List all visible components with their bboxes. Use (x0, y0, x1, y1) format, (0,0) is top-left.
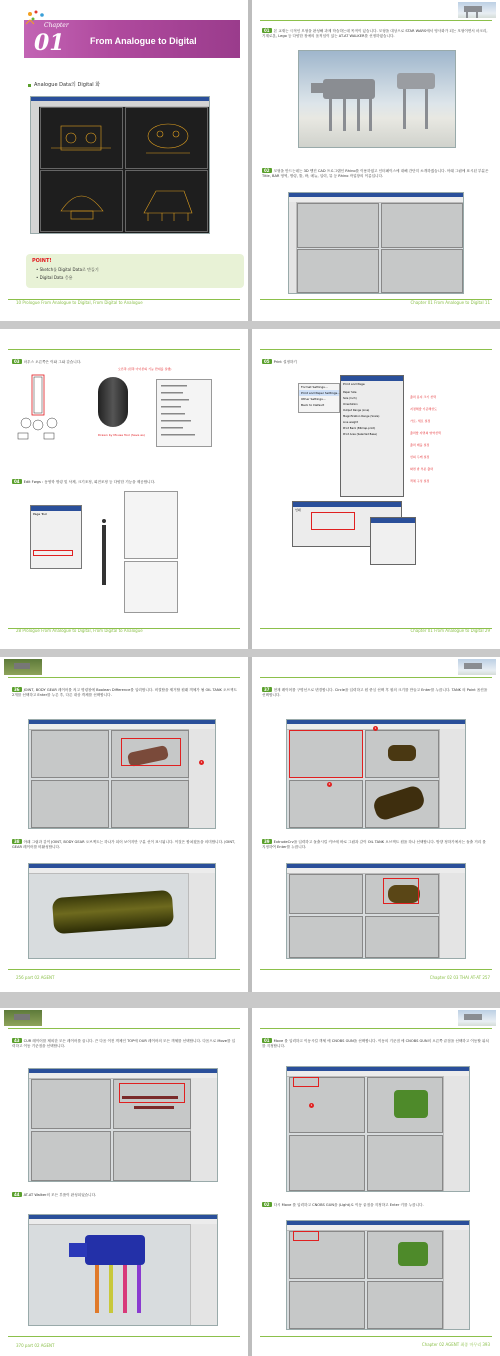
step-43: 43 CUR 레이어를 제외한 모든 레이어를 끕니다. 끈 다음 이전 객체인 TOP에 OUR 레이어의 모든 객체를 선택합니다. 다음으로 Move를 입력하고 이동 기준점을 선택합니다. (12, 1038, 236, 1048)
chapter-number: 01 (34, 30, 65, 56)
page-393 (252, 1008, 500, 1356)
footer-rule (260, 1336, 492, 1337)
spread-1 (0, 0, 500, 321)
chapter-label: Chapter (44, 22, 69, 29)
print-menu: Format Settings... Print and Paper Settings... Other Settings... Back to Default (298, 383, 340, 413)
step-03: 03 마우스 오른쪽은 이와 그와 같습니다. (14, 359, 82, 364)
print-callouts: 출력 용지 크기 선택 지정해줄 기준해상도 가로, 세로 설정 출력할 자면의 영역선택 출력 배율 설정 선의 두께 설정 화면 밖 부분 출력 객체 구성 설정 (410, 395, 441, 483)
page-10 (0, 0, 248, 321)
gear-model-strip (94, 515, 114, 591)
extrude-screenshot (286, 863, 466, 959)
page-tool-title: Page Tool (33, 512, 48, 516)
step-37: 37 현재 레이어를 구명선으로 변경합니다. Circle을 입력하고 원 중심 선택 후 원의 크기를 만들고 Enter를 누릅니다. TANK 의 Point 옵션을 선택합니다. (262, 687, 488, 697)
footer: Chapter 02 AGENT 최종 마무리 393 (421, 1342, 490, 1347)
point-box (26, 254, 244, 288)
header-rule (260, 349, 492, 350)
cnobs-gun-screenshot: 1 (286, 1066, 470, 1192)
move-screenshot (28, 1068, 218, 1182)
model-sketch (14, 373, 74, 443)
page-number: 256 (16, 975, 24, 980)
circle-screenshot: 1 2 (286, 719, 466, 829)
header-rule (260, 677, 492, 678)
footer: 28 Prologue From Analogue to Digital, From Digital to Analogue (16, 628, 143, 633)
chapter-title: From Analogue to Digital (90, 36, 197, 46)
rhino-interface-screenshot (288, 192, 464, 294)
header-thumbnail (458, 2, 496, 18)
page-256 (0, 657, 248, 992)
header-rule (8, 1028, 240, 1029)
page-257 (252, 657, 500, 992)
header-thumbnail (4, 659, 42, 675)
page-number: 257 (482, 975, 490, 980)
page-tool-dialog (30, 505, 82, 569)
viewport-top (40, 107, 123, 169)
star-wars-walker-photo (298, 50, 456, 148)
header-thumbnail (458, 659, 496, 675)
page-number: 370 (16, 1343, 24, 1348)
print-dialog: Print and Page Paper Size Size (Inch) Orientation Output Range (Line) Magnification Range (Scale) Line weight Print Back (Bitmap-print) Print Area (Selected Base) (340, 375, 404, 497)
viewport-front (125, 107, 208, 169)
step-44: 44 AT-AT Walker의 모든 부품이 완성되었습니다. (14, 1192, 97, 1197)
spread-4 (0, 1008, 500, 1356)
mouse-right-callout: 오른쪽 (왼쪽 아이콘의 기능 반대를 실행) (118, 367, 172, 371)
mouse-image (98, 377, 128, 427)
footer-rule (8, 969, 240, 970)
page-number: 393 (482, 1342, 490, 1347)
page-28 (0, 329, 248, 649)
footer: Chapter 01 From Analogue to Digital 11 (410, 300, 490, 305)
step-02-b: 02 다시 Move 를 입력하고 CNOBS GUN을 (Light)로 이동 끝점을 지정하고 Enter 키를 누릅니다. (264, 1202, 424, 1207)
header-rule (260, 1028, 492, 1029)
print-options-dialog (370, 517, 416, 565)
step-01: 01 본 교재는 극적인 모형을 완성해 과제 학습하는데 목적이 있습니다. 모형을 대상으로 STAR WARS에서 영사화가 되는 모형이면서 마크리, 기계로봇, Lego 등 다양한 장애의 움직임이 있는 AT-AT WALKER를 선정하였습니다. (262, 28, 488, 38)
edit-panel-2 (124, 561, 178, 613)
cnobs-gun-screenshot-2 (286, 1220, 470, 1330)
page-number: 29 (484, 628, 490, 633)
header-thumbnail (4, 1010, 42, 1026)
page-number: 11 (484, 300, 490, 305)
page-number: 10 (16, 300, 22, 305)
mouse-left-callout: Drawn by Mouse Tool (Save as) (98, 433, 145, 437)
header-rule (260, 20, 492, 21)
header-rule (8, 349, 240, 350)
footer: Chapter 01 From Analogue to Digital 29 (410, 628, 490, 633)
page-29 (252, 329, 500, 649)
step-39: 39 ExtrudeCrv을 입력하고 돌출시킬 커브에 바로 그림과 같이 OIL TANK 오브젝트 원을 하나 선택합니다. 방향 정하기에서는 돌출 거리 를 지정하여 Enter를 누릅니다. (262, 839, 486, 849)
context-menu (156, 379, 212, 447)
step-02: 02 모형을 만드는데는 3D 엔진 CAD 프로그램인 Rhino를 이용하였고 인터페이스에 대해 간단히 소개하겠습니다. 아래 그림에 표시된 부분은 Title, BAR 영역, 명령, 툴, 바, 메뉴, 입력, 뷰 등 Rhino 작업창의 이름입니다. (262, 168, 489, 178)
step-38: 38 아래 그림과 같이 JOINT, BODY GEAR 오브젝트는 하나가 되어 보이지만 구분 선이 표시됩니다. 이것은 합쳐졌음을 의미합니다. JOINT, GEAR 레이어를 비활성합니다. (12, 839, 236, 849)
footer: Chapter 02 03 THAI AT-AT 257 (429, 975, 490, 980)
boolean-screenshot: 1 (28, 719, 216, 829)
step-04: 04 Edit Fwgs : 동영학 명령 및 삭제, 크기조정, 회전조정 등 다양한 기능을 제공합니다. (14, 479, 156, 484)
header-thumbnail (458, 1010, 496, 1026)
footer-rule (8, 1336, 240, 1337)
rhino-2d-screenshot (30, 96, 210, 234)
section-heading: Analogue Data의 Digital 화 (34, 82, 101, 88)
footer: 256 part 02 AGENT (16, 975, 55, 980)
oil-tank-screenshot (28, 863, 216, 959)
viewport-perspective (125, 170, 208, 232)
point-item-2: • Digital Data 응용 (36, 275, 73, 280)
print-dialog-title: Print and Page (343, 382, 365, 386)
point-item-1: • Sketch를 Digital Data로 만들기 (36, 267, 99, 272)
page-11 (252, 0, 500, 321)
page-370 (0, 1008, 248, 1356)
footer: 370 part 02 AGENT (16, 1343, 55, 1348)
spread-2 (0, 329, 500, 649)
step-01-b: 01 Move 를 입력하고 이동시킬 객체 에 CNOBS GUN을 선택합니다. 이동의 기준점 에 CNOBS GUN의 오른쪽 끝점을 선택하고 이동할 위치를 지정합니다. (262, 1038, 489, 1048)
footer: 10 Prologue From Analogue to Digital, From Digital to Analogue (16, 300, 143, 305)
section-bullet-icon (28, 84, 31, 87)
header-rule (8, 677, 240, 678)
completed-walker-screenshot (28, 1214, 218, 1326)
step-36: 36 JOINT, BODY GEAR 레이어를 켜고 명령창에 Boolean Difference를 입력합니다. 비결합을 제거할 원래 객체가 될 OIL TANK 오브젝트 2개를 선택하고 Enter를 누른 후, 다른 대상 객체를 선택합니다. (12, 687, 237, 697)
step-05: 05 Print 설정하기 (264, 359, 297, 364)
point-label: POINT! (32, 258, 52, 264)
page-number: 28 (16, 628, 22, 633)
printer-dialog-title: 인쇄 (295, 508, 301, 512)
edit-panel (124, 491, 178, 559)
spread-3 (0, 657, 500, 992)
footer-rule (260, 969, 492, 970)
viewport-right (40, 170, 123, 232)
left-toolbar (31, 106, 39, 233)
